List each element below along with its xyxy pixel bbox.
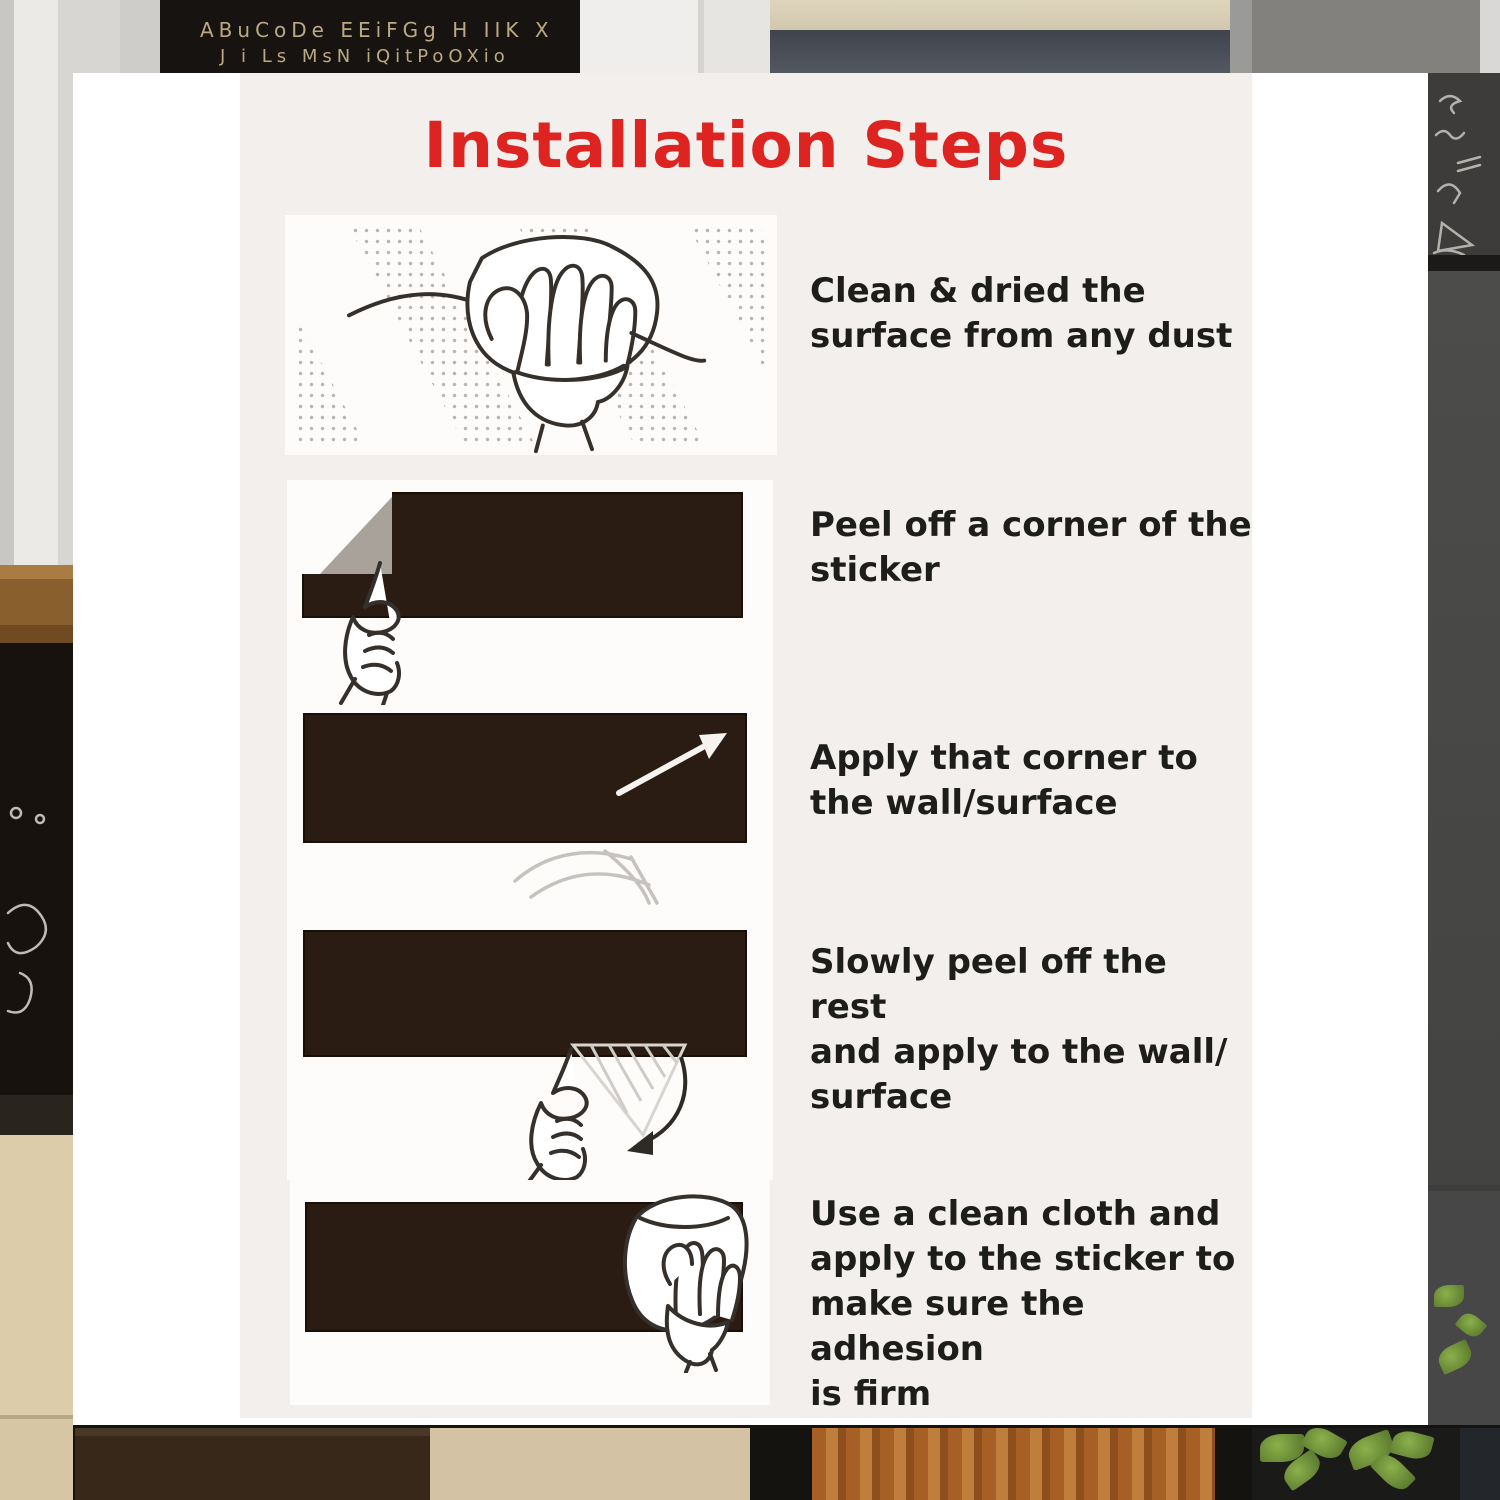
step-2-illustration-box: [287, 480, 773, 705]
faint-peeling-sheet-sketch: [505, 843, 675, 913]
photo-range-hood: [770, 30, 1230, 78]
step-1-text: Clean & dried the surface from any dust: [810, 271, 1233, 356]
hand-pressing-cloth-icon: [606, 1188, 756, 1373]
installation-steps-panel: [240, 73, 1252, 1418]
step-5-text: Use a clean cloth and apply to the sticker to make sure the adhesion is firm: [810, 1194, 1236, 1414]
photo-chalk-wall-right: [1428, 73, 1500, 263]
photo-bottom-plant: [1252, 1428, 1462, 1500]
photo-plant-right: [1428, 1185, 1500, 1425]
photo-shelf-edge-right: [1428, 255, 1500, 271]
photo-counter-left: [0, 1095, 73, 1135]
photo-gray-chalk-wall-right: [1428, 271, 1500, 1191]
photo-bottom-dark-edge: [1460, 1428, 1500, 1500]
photo-bottom-cabinet: [75, 1428, 430, 1500]
photo-upper-cabinets: [770, 0, 1230, 34]
photo-cutting-board: [812, 1428, 1215, 1500]
photo-bottom-wall: [430, 1428, 750, 1500]
step-1-illustration-box: [285, 215, 777, 455]
hand-wiping-cloth-icon: [285, 215, 777, 455]
step-3-illustration-box: [287, 705, 773, 930]
chalk-alphabet-row-1: ABuCoDe EEiFGg H IIK X: [200, 18, 554, 42]
step-5-illustration-box: [290, 1180, 770, 1405]
sticker-strip: [303, 930, 747, 1057]
step-4-text: Slowly peel off the rest and apply to the wall/ surface: [810, 942, 1228, 1117]
apply-direction-arrow-icon: [611, 725, 731, 805]
photo-chalkboard-left: [0, 643, 73, 1095]
hand-peeling-backing-icon: [495, 1043, 705, 1188]
step-4-illustration-box: [287, 925, 773, 1180]
step-3-text: Apply that corner to the wall/surface: [810, 738, 1198, 823]
page-title: Installation Steps: [423, 109, 1069, 182]
step-2-text: Peel off a corner of the sticker: [810, 505, 1252, 590]
chalk-alphabet-row-2: J i Ls MsN iQitPoOXio: [220, 46, 510, 67]
sticker-strip: [303, 713, 747, 843]
photo-gray-wall: [1230, 0, 1500, 78]
pinching-hand-icon: [325, 555, 425, 705]
photo-wood-shelf-left: [0, 565, 73, 643]
photo-tiles-left: [0, 1135, 73, 1500]
